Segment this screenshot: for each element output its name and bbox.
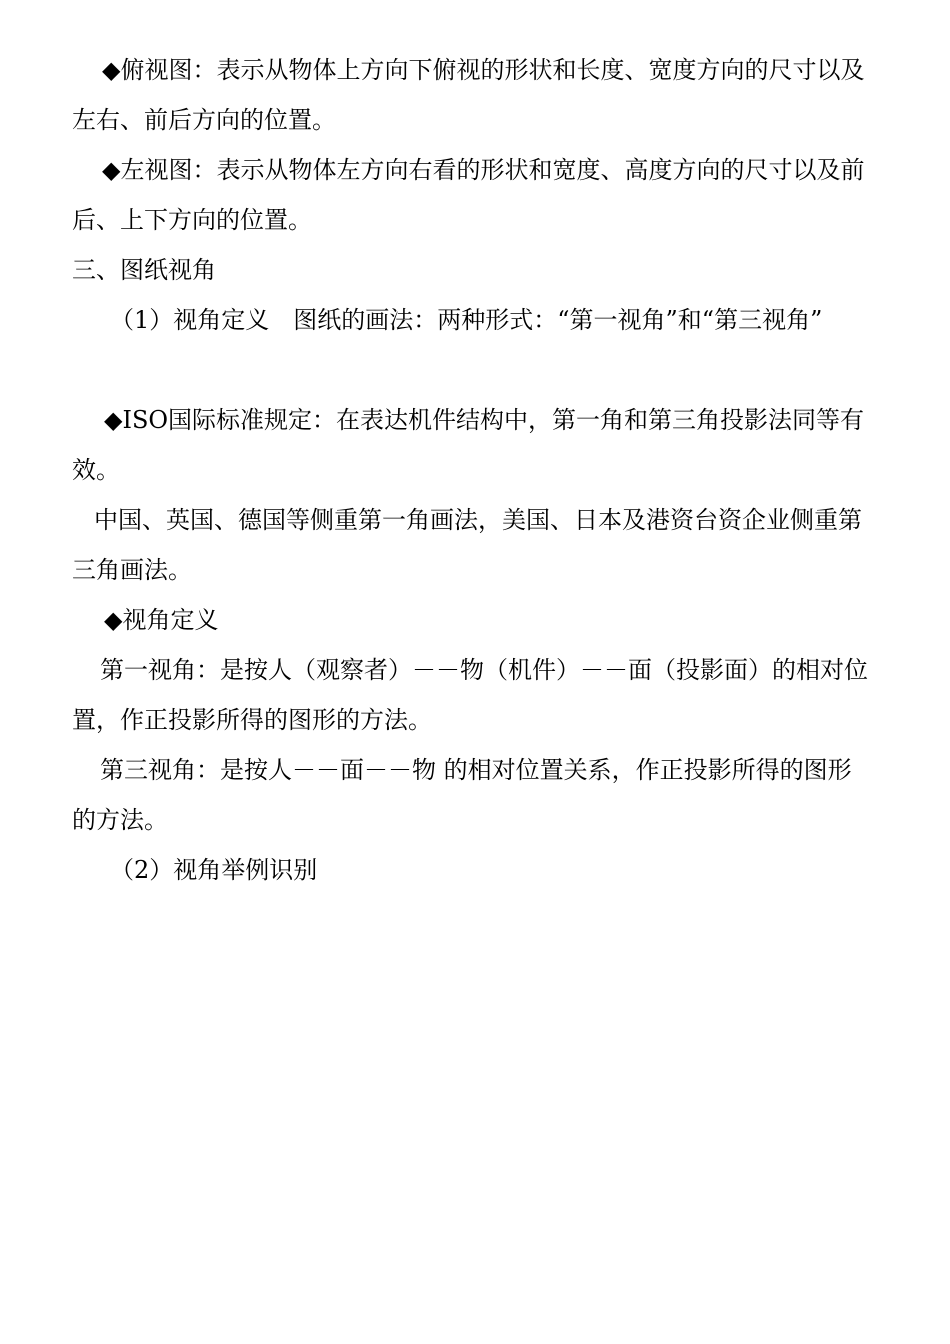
paragraph-angle-examples: （2）视角举例识别 [110,856,318,884]
section-heading-drawing-angle: 三、图纸视角 [72,256,216,284]
paragraph-third-angle: 第三视角：是按人－－面－－物 的相对位置关系，作正投影所得的图形的方法。 [72,756,852,834]
paragraph-angle-definition: （1）视角定义 图纸的画法：两种形式：“第一视角”和“第三视角” [110,306,823,334]
paragraph-angle-definition-heading: ◆视角定义 [104,606,219,634]
paragraph-iso-standard: ◆ISO国际标准规定：在表达机件结构中，第一角和第三角投影法同等有效。 [72,406,865,484]
paragraph-first-angle: 第一视角：是按人（观察者）－－物（机件）－－面（投影面）的相对位置，作正投影所得的图形的方法。 [72,656,868,734]
paragraph-country-usage: 中国、英国、德国等侧重第一角画法，美国、日本及港资台资企业侧重第三角画法。 [72,506,862,584]
paragraph-left-view: ◆左视图：表示从物体左方向右看的形状和宽度、高度方向的尺寸以及前后、上下方向的位置。 [72,156,865,234]
paragraph-top-view: ◆俯视图：表示从物体上方向下俯视的形状和长度、宽度方向的尺寸以及左右、前后方向的位置。 [72,56,865,134]
